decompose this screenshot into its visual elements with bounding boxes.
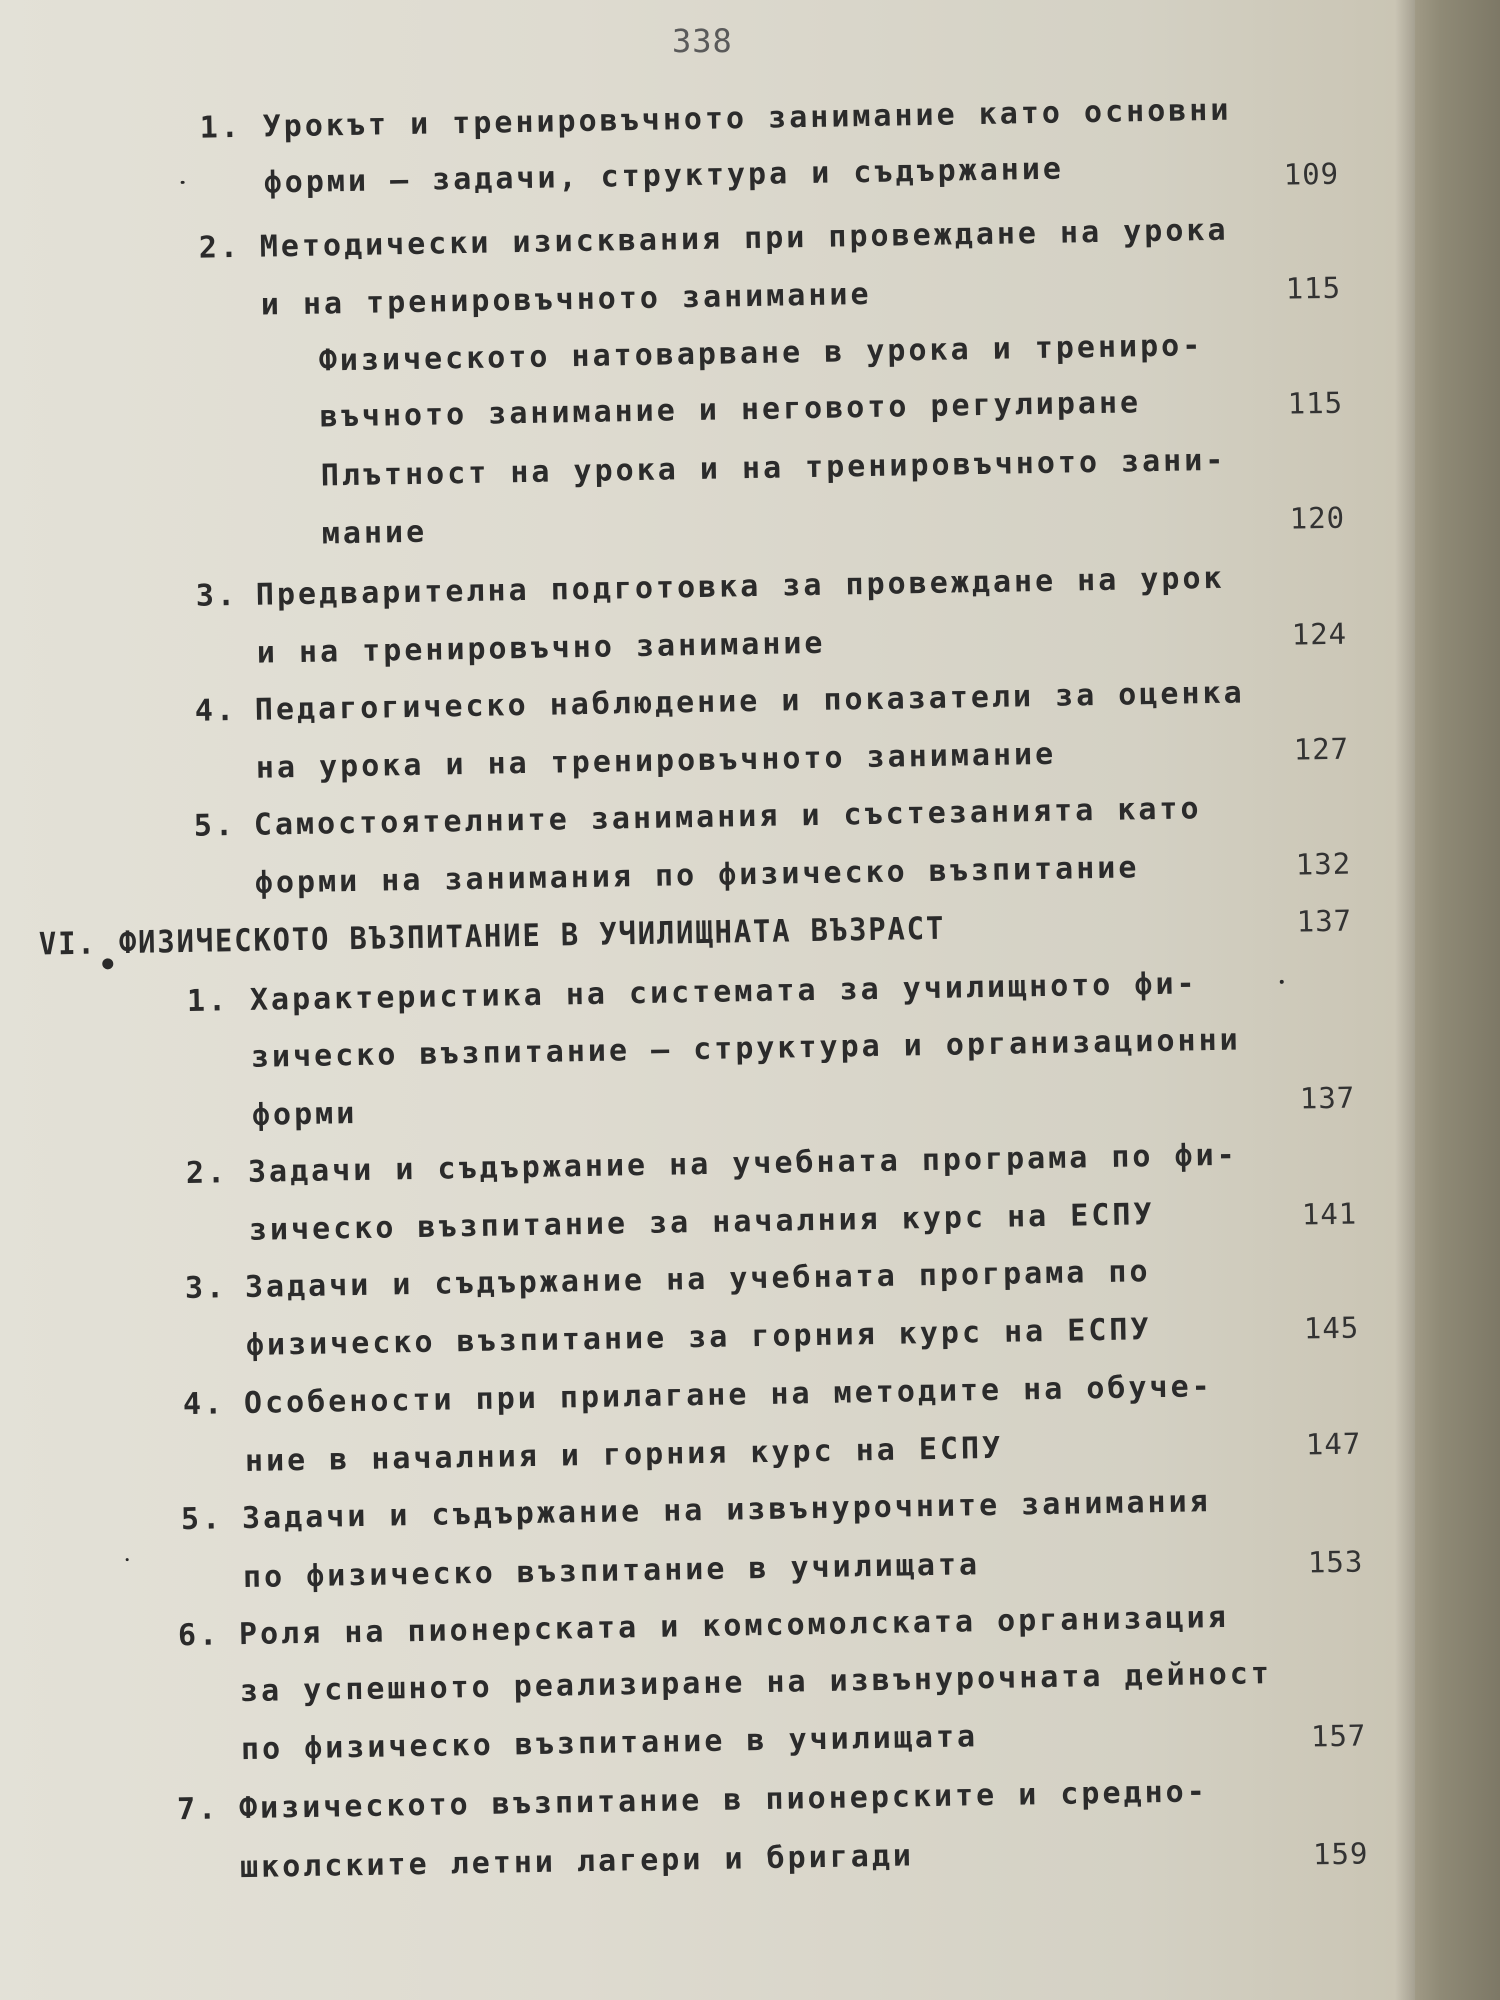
toc-entry-text: ние в началния и горния курс на ЕСПУ (244, 1430, 1004, 1480)
toc-entry-text: по физическо възпитание в училищата (240, 1719, 979, 1768)
toc-page-number: 127 (1293, 731, 1350, 767)
toc-entry-text: Предварителна подготовка за провеждане на урок (255, 560, 1225, 613)
toc-page-number: 145 (1303, 1310, 1360, 1346)
toc-entry-text: физическо възпитание за горния курс на ЕСПУ (245, 1312, 1152, 1363)
toc-entry-marker: 4. (182, 1386, 226, 1423)
toc-entry-text: Плътност на урока и на тренировъчното зани- (320, 442, 1227, 494)
toc-entry-text: и на тренировъчното занимание (260, 276, 872, 323)
toc-entry-text: зическо възпитание за началния курс на ЕСПУ (248, 1197, 1155, 1248)
toc-entry-text: форми – задачи, структура и съдържание (263, 151, 1065, 201)
toc-entry-text: Физическото натоварване в урока и трениро- (318, 328, 1204, 379)
toc-page-number: 137 (1296, 903, 1353, 939)
toc-entry-text: школските летни лагери и бригади (239, 1838, 915, 1886)
toc-entry-marker: 2. (185, 1155, 229, 1191)
chapter-title: ФИЗИЧЕСКОТО ВЪЗПИТАНИЕ В УЧИЛИЩНАТА ВЪЗРАСТ (118, 910, 946, 962)
toc-entry-text: на урока и на тренировъчното занимание (255, 736, 1057, 786)
toc-page-number: 109 (1283, 156, 1340, 192)
toc-entry-text: мание (321, 514, 428, 552)
toc-entry-marker: 5. (193, 808, 237, 844)
toc-entry-text: форми на занимания по физическо възпитание (254, 850, 1140, 901)
page-gutter-shadow (1395, 0, 1415, 2000)
page-number: 338 (672, 22, 733, 60)
toc-entry-marker: 4. (194, 693, 238, 729)
toc-entry-text: форми (251, 1096, 358, 1133)
chapter-number: VI. (38, 925, 97, 963)
toc-page-number: 120 (1289, 500, 1346, 536)
toc-entry-text: зическо възпитание – структура и организационни (250, 1022, 1241, 1075)
toc-entry-marker: 3. (184, 1270, 228, 1307)
book-edge (1415, 0, 1500, 2000)
toc-page-number: 159 (1312, 1836, 1369, 1872)
toc-page-number: 115 (1287, 385, 1344, 421)
toc-entry-text: за успешното реализиране на извънурочната дейност (239, 1656, 1273, 1710)
toc-entry-text: и на тренировъчно занимание (256, 625, 826, 671)
ink-speck (126, 1558, 129, 1561)
toc-entry-text: Педагогическо наблюдение и показатели за оценка (254, 675, 1245, 728)
toc-entry-text: Физическото възпитание в пионерските и средно- (238, 1774, 1209, 1827)
toc-entry-marker: 1. (186, 983, 230, 1019)
toc-entry-text: Задачи и съдържание на извънурочните занимания (241, 1484, 1211, 1537)
toc-entry-text: Характеристика на системата за училищното фи- (249, 966, 1198, 1018)
toc-entry-text: въчното занимание и неговото регулиране (319, 385, 1142, 435)
ink-speck (1280, 980, 1284, 984)
toc-entry-marker: 2. (198, 229, 242, 266)
ink-speck (102, 958, 113, 969)
toc-entry-text: Урокът и тренировъчното занимание като основни (262, 92, 1232, 145)
toc-entry-text: по физическо възпитание в училищата (242, 1547, 981, 1596)
toc-entry-marker: 3. (195, 578, 239, 614)
toc-page-number: 157 (1310, 1718, 1367, 1754)
toc-page-number: 153 (1307, 1544, 1364, 1580)
toc-page-number: 137 (1299, 1080, 1356, 1116)
toc-entry-marker: 7. (176, 1791, 220, 1828)
toc-page-number: 132 (1295, 846, 1352, 882)
toc-entry-marker: 1. (199, 109, 243, 146)
toc-page-number: 141 (1301, 1196, 1358, 1232)
toc-page-number: 147 (1305, 1426, 1362, 1462)
toc-page-number: 115 (1285, 270, 1342, 306)
toc-entry-text: Задачи и съдържание на учебната програма по (244, 1254, 1151, 1305)
toc-page-number: 124 (1291, 616, 1348, 652)
toc-entry-text: Методически изисквания при провеждане на урока (259, 212, 1229, 265)
toc-entry-text: Роля на пионерската и комсомолската организация (238, 1599, 1230, 1653)
toc-entry-text: Особености при прилагане на методите на обуче- (243, 1369, 1213, 1422)
toc-entry-text: Задачи и съдържание на учебната програма по фи- (247, 1137, 1239, 1190)
toc-entry-marker: 6. (177, 1617, 221, 1654)
ink-speck (181, 181, 185, 184)
toc-entry-text: Самостоятелните занимания и състезанията като (253, 791, 1202, 843)
toc-entry-marker: 5. (180, 1501, 224, 1538)
